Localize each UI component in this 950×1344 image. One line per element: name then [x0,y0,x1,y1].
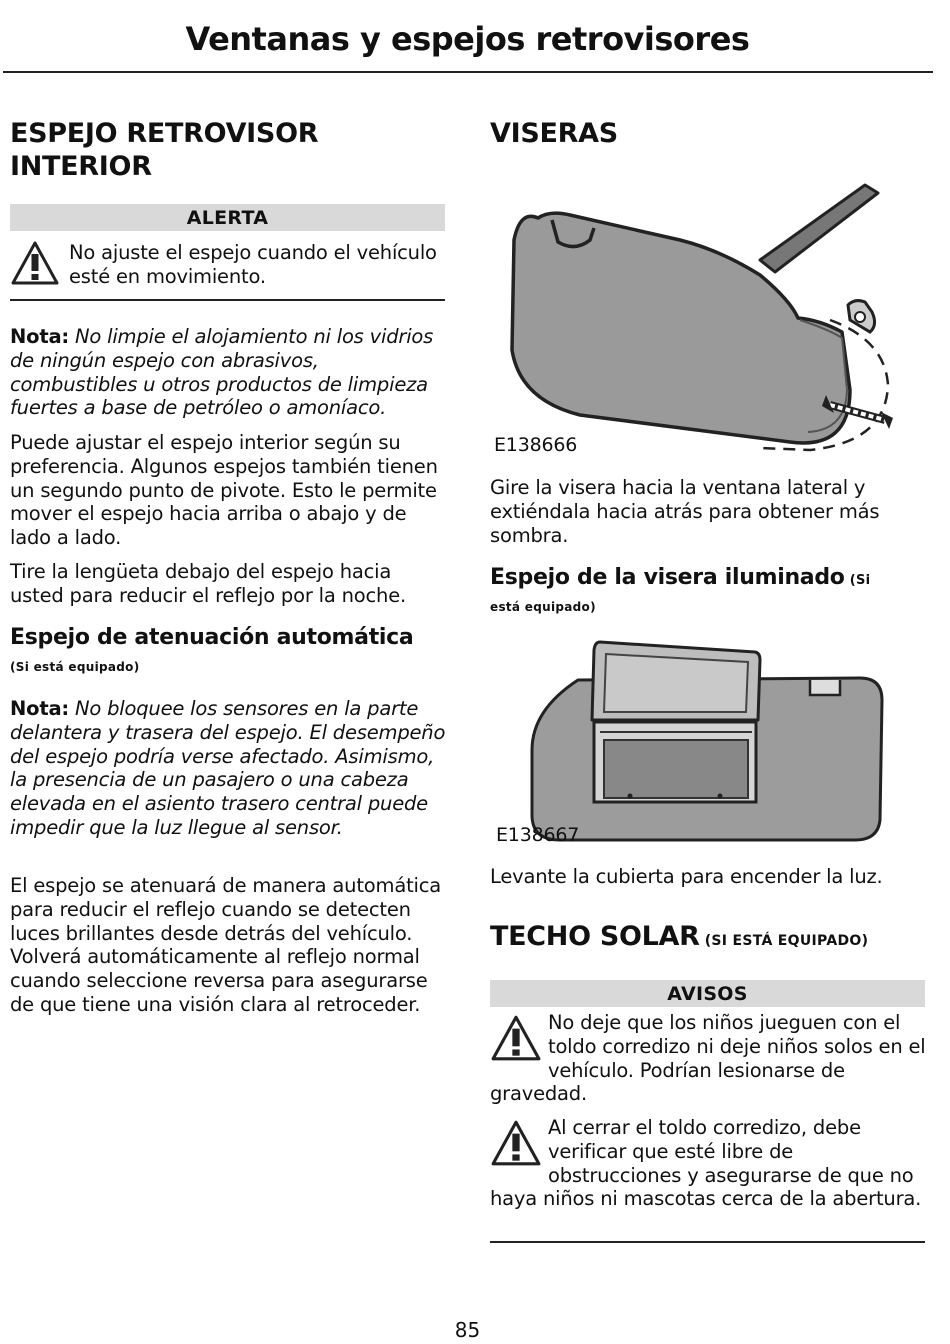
paragraph-lit-mirror: Levante la cubierta para encender la luz. [490,865,883,888]
figure-code: E138667 [496,824,580,846]
alert-label-bar: ALERTA [10,204,445,231]
warning-triangle-icon [10,240,60,286]
equipped-tag: (Si [849,573,871,588]
figure-code: E138666 [494,434,578,456]
section-heading-sunroof [490,920,930,953]
warning-item-children [490,1011,928,1106]
alert-text: No ajuste el espejo cuando el vehículo esté en movimiento. [69,241,437,288]
heading-text: TECHO SOLAR [490,921,700,952]
warning-triangle-icon [490,1118,542,1168]
warning-triangle-icon [490,1013,542,1063]
subheading-text: Espejo de la visera iluminado [490,565,845,590]
warning-text: Al cerrar el toldo corredizo, debe verificar que esté libre de obstrucciones y asegurarse de que no haya niños ni mascotas cerca de la abertura. [490,1116,922,1211]
paragraph-auto-dim: El espejo se atenuará de manera automática para reducir el reflejo cuando se detecten luces brillantes desde detrás del vehículo. Volverá automáticamente al reflejo normal cuando seleccione reversa para asegurarse de que tiene una visión clara al retroceder. [10,874,441,1016]
section-heading-interior-mirror: ESPEJO RETROVISOR INTERIOR [10,118,319,182]
warnings-label-bar: AVISOS [490,980,925,1007]
note-sensors [10,697,447,840]
page-title: Ventanas y espejos retrovisores [185,20,750,58]
subheading-auto-dimming: Espejo de atenuación automática [10,625,414,650]
paragraph-adjust: Puede ajustar el espejo interior según su preferencia. Algunos espejos también tienen un segundo punto de pivote. Esto le permite mover el espejo hacia arriba o abajo y de lado a lado. [10,431,438,550]
equipped-tag: (Si está equipado) [10,660,140,674]
note-text: No bloquee los sensores en la parte delantera y trasera del espejo. El desempeño del espejo podría verse afectado. Asimismo, la presencia de un pasajero o una cabeza elevada en el asiento trasero central puede impedir que la luz llegue al sensor. [10,697,446,839]
warning-item-closing [490,1116,928,1211]
alert-bottom-rule [10,299,445,301]
section-heading-visors: VISERAS [490,118,618,149]
equipped-tag-continued: está equipado) [490,600,596,614]
equipped-tag: (SI ESTÁ EQUIPADO) [704,933,869,949]
page-number: 85 [454,1318,481,1342]
title-divider [3,71,933,73]
note-text: No limpie el alojamiento ni los vidrios de ningún espejo con abrasivos, combustibles u otros productos de limpieza fuertes a base de petróleo o amoníaco. [10,325,434,420]
paragraph-tab: Tire la lengüeta debajo del espejo hacia usted para reducir el reflejo por la noche. [10,560,406,607]
lit-visor-mirror-illustration [530,640,890,845]
sun-visor-illustration [490,180,910,465]
paragraph-visor: Gire la visera hacia la ventana lateral y extiéndala hacia atrás para obtener más sombra. [490,476,880,547]
note-label: Nota: [10,325,69,348]
warning-text: No deje que los niños jueguen con el toldo corredizo ni deje niños solos en el vehículo. Podrían lesionarse de gravedad. [490,1011,926,1106]
note-cleaning [10,325,447,420]
warnings-bottom-rule [490,1241,925,1243]
subheading-lit-mirror [490,564,930,592]
note-label: Nota: [10,697,69,720]
